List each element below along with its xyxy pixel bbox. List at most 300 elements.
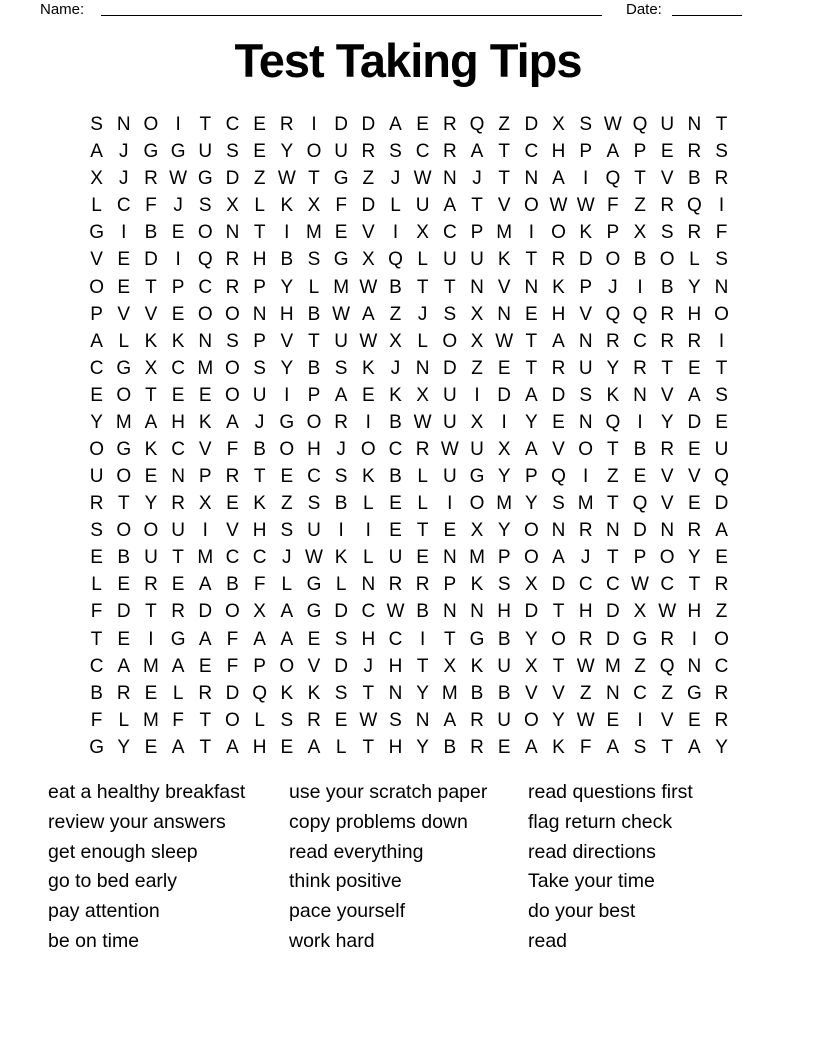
grid-letter: E xyxy=(715,411,728,433)
grid-letter: V xyxy=(497,276,511,298)
grid-letter: M xyxy=(143,709,159,731)
grid-letter: U xyxy=(415,195,430,217)
grid-letter: E xyxy=(524,303,538,325)
grid-letter: N xyxy=(415,709,430,731)
grid-letter: A xyxy=(90,141,103,163)
grid-letter: R xyxy=(307,709,321,731)
grid-letter: E xyxy=(688,493,701,515)
grid-letter: Q xyxy=(197,249,213,271)
grid-letter: W xyxy=(603,114,622,136)
grid-letter: L xyxy=(417,249,428,271)
grid-letter: X xyxy=(524,655,538,677)
grid-letter: R xyxy=(442,114,457,136)
grid-letter: E xyxy=(361,384,375,406)
grid-letter: K xyxy=(552,276,565,298)
grid-letter: F xyxy=(253,574,266,596)
grid-letter: V xyxy=(660,466,674,488)
grid-letter: O xyxy=(225,384,240,406)
grid-letter: R xyxy=(714,709,729,731)
grid-letter: A xyxy=(688,736,701,758)
grid-letter: B xyxy=(307,357,321,379)
grid-letter: V xyxy=(497,195,511,217)
grid-letter: O xyxy=(197,303,213,325)
grid-letter: C xyxy=(307,466,321,488)
grid-letter: X xyxy=(524,574,538,596)
grid-letter: M xyxy=(115,411,132,433)
grid-letter: U xyxy=(334,330,348,352)
grid-letter: B xyxy=(443,736,457,758)
grid-letter: T xyxy=(444,276,456,298)
grid-letter: A xyxy=(117,655,131,677)
grid-letter: B xyxy=(389,466,402,488)
grid-letter: Y xyxy=(715,736,728,758)
grid-letter: I xyxy=(365,411,371,433)
grid-letter: U xyxy=(442,249,457,271)
grid-letter: E xyxy=(144,682,158,704)
grid-letter: D xyxy=(144,249,158,271)
grid-letter: T xyxy=(362,736,375,758)
grid-letter: P xyxy=(606,222,620,244)
grid-letter: O xyxy=(578,438,594,460)
grid-letter: O xyxy=(306,411,322,433)
grid-letter: T xyxy=(308,330,320,352)
grid-letter: J xyxy=(580,547,591,569)
grid-letter: E xyxy=(117,249,131,271)
grid-letter: B xyxy=(633,249,647,271)
grid-letter: X xyxy=(633,601,647,623)
grid-letter: A xyxy=(226,411,239,433)
grid-letter: E xyxy=(117,628,131,650)
word-list-item: use your scratch paper xyxy=(289,781,488,803)
grid-letter: M xyxy=(496,222,513,244)
grid-letter: L xyxy=(91,195,102,217)
grid-letter: P xyxy=(90,303,103,325)
grid-letter: P xyxy=(633,141,647,163)
grid-letter: Y xyxy=(416,736,429,758)
grid-letter: H xyxy=(171,411,185,433)
grid-letter: H xyxy=(551,303,566,325)
grid-letter: U xyxy=(497,655,512,677)
grid-letter: Y xyxy=(552,709,565,731)
word-list-item: be on time xyxy=(48,929,140,952)
grid-letter: C xyxy=(605,574,620,596)
grid-letter: U xyxy=(497,709,512,731)
grid-letter: K xyxy=(361,466,375,488)
grid-letter: N xyxy=(442,168,457,190)
grid-letter: A xyxy=(361,303,375,325)
grid-letter: T xyxy=(634,168,646,190)
grid-letter: S xyxy=(307,249,321,271)
grid-letter: M xyxy=(197,357,214,379)
grid-letter: C xyxy=(225,114,240,136)
grid-letter: Z xyxy=(607,466,619,488)
grid-letter: S xyxy=(389,141,402,163)
grid-letter: N xyxy=(605,682,620,704)
grid-letter: V xyxy=(226,520,239,542)
grid-letter: C xyxy=(442,222,457,244)
grid-letter: I xyxy=(583,466,589,488)
grid-letter: U xyxy=(307,520,321,542)
grid-letter: T xyxy=(253,466,266,488)
grid-letter: W xyxy=(413,168,432,190)
word-list-item: read questions first xyxy=(528,781,693,803)
grid-letter: E xyxy=(253,141,266,163)
grid-letter: F xyxy=(226,438,239,460)
grid-letter: X xyxy=(90,168,103,190)
grid-letter: E xyxy=(497,736,511,758)
grid-letter: R xyxy=(687,222,702,244)
grid-letter: E xyxy=(334,222,348,244)
grid-letter: U xyxy=(442,411,457,433)
grid-letter: J xyxy=(119,141,129,163)
grid-letter: D xyxy=(334,114,348,136)
grid-letter: K xyxy=(470,655,484,677)
grid-letter: I xyxy=(637,276,643,298)
grid-letter: V xyxy=(280,330,294,352)
grid-letter: A xyxy=(280,628,294,650)
grid-letter: A xyxy=(443,195,457,217)
grid-letter: Y xyxy=(660,411,674,433)
grid-letter: C xyxy=(660,574,675,596)
grid-letter: D xyxy=(334,601,348,623)
grid-letter: G xyxy=(686,682,702,704)
grid-letter: I xyxy=(528,222,534,244)
grid-letter: C xyxy=(388,628,403,650)
grid-letter: D xyxy=(687,411,702,433)
grid-letter: L xyxy=(363,547,374,569)
grid-letter: X xyxy=(226,195,239,217)
grid-letter: A xyxy=(715,520,728,542)
grid-letter: O xyxy=(714,303,729,325)
grid-letter: K xyxy=(171,330,185,352)
grid-letter: R xyxy=(171,601,185,623)
grid-letter: Q xyxy=(714,466,729,488)
grid-letter: R xyxy=(633,357,647,379)
grid-letter: I xyxy=(718,195,725,217)
grid-letter: S xyxy=(334,628,348,650)
grid-letter: T xyxy=(552,601,565,623)
grid-letter: O xyxy=(360,438,376,460)
grid-letter: R xyxy=(388,574,403,596)
grid-letter: N xyxy=(442,601,457,623)
grid-letter: C xyxy=(252,547,267,569)
grid-letter: O xyxy=(225,601,240,623)
grid-letter: N xyxy=(524,168,539,190)
grid-letter: X xyxy=(497,438,511,460)
grid-letter: H xyxy=(252,520,267,542)
grid-letter: D xyxy=(116,601,131,623)
grid-letter: J xyxy=(336,438,346,460)
grid-letter: Q xyxy=(605,168,621,190)
grid-letter: F xyxy=(335,195,347,217)
grid-letter: A xyxy=(552,168,565,190)
grid-letter: F xyxy=(715,222,728,244)
grid-letter: B xyxy=(470,682,484,704)
grid-letter: Y xyxy=(524,628,538,650)
grid-letter: R xyxy=(660,195,675,217)
grid-letter: E xyxy=(280,736,294,758)
grid-letter: W xyxy=(277,168,296,190)
grid-letter: V xyxy=(688,466,701,488)
grid-letter: X xyxy=(144,357,158,379)
grid-letter: O xyxy=(659,547,675,569)
grid-letter: W xyxy=(631,574,649,596)
grid-letter: X xyxy=(416,384,429,406)
grid-letter: R xyxy=(279,114,294,136)
grid-letter: O xyxy=(89,276,104,298)
grid-letter: Y xyxy=(280,141,294,163)
name-write-line xyxy=(101,0,602,16)
grid-letter: N xyxy=(470,601,484,623)
grid-letter: T xyxy=(145,601,157,623)
grid-letter: E xyxy=(171,222,185,244)
grid-letter: L xyxy=(390,195,401,217)
grid-letter: O xyxy=(551,222,566,244)
grid-letter: U xyxy=(334,141,348,163)
grid-letter: N xyxy=(524,276,539,298)
grid-letter: K xyxy=(470,574,484,596)
grid-letter: H xyxy=(578,601,593,623)
grid-letter: N xyxy=(578,330,593,352)
grid-letter: O xyxy=(659,249,675,271)
grid-letter: J xyxy=(282,547,292,569)
grid-letter: U xyxy=(171,520,185,542)
grid-letter: P xyxy=(443,574,457,596)
grid-letter: K xyxy=(307,682,321,704)
grid-letter: S xyxy=(307,493,321,515)
grid-letter: A xyxy=(470,141,484,163)
grid-letter: E xyxy=(117,276,131,298)
grid-letter: T xyxy=(525,330,538,352)
grid-letter: V xyxy=(524,682,538,704)
grid-letter: V xyxy=(660,168,674,190)
grid-letter: J xyxy=(254,411,265,433)
word-list-item: work hard xyxy=(289,929,375,952)
grid-letter: N xyxy=(578,411,593,433)
grid-letter: I xyxy=(148,628,154,650)
grid-letter: E xyxy=(715,547,728,569)
grid-letter: P xyxy=(579,141,593,163)
grid-letter: Z xyxy=(579,682,592,704)
grid-letter: V xyxy=(90,249,103,271)
grid-letter: T xyxy=(607,438,619,460)
grid-letter: N xyxy=(171,466,185,488)
date-write-line xyxy=(672,0,742,16)
grid-letter: T xyxy=(471,195,483,217)
grid-letter: G xyxy=(279,411,295,433)
grid-letter: A xyxy=(334,384,348,406)
grid-letter: O xyxy=(225,357,240,379)
grid-letter: T xyxy=(117,493,130,515)
grid-letter: J xyxy=(390,168,401,190)
grid-letter: R xyxy=(687,520,702,542)
grid-letter: G xyxy=(143,141,159,163)
grid-letter: O xyxy=(279,438,295,460)
grid-letter: E xyxy=(90,384,103,406)
grid-letter: V xyxy=(117,303,131,325)
grid-letter: E xyxy=(552,411,565,433)
grid-letter: Y xyxy=(90,411,103,433)
grid-letter: R xyxy=(116,682,131,704)
grid-letter: T xyxy=(715,357,728,379)
grid-letter: Z xyxy=(471,357,483,379)
grid-letter: A xyxy=(280,601,294,623)
grid-letter: H xyxy=(687,601,702,623)
grid-letter: G xyxy=(333,168,349,190)
grid-letter: I xyxy=(420,628,426,650)
grid-letter: T xyxy=(145,384,157,406)
grid-letter: O xyxy=(523,547,539,569)
word-list-column-2 xyxy=(289,778,487,957)
grid-letter: Y xyxy=(606,357,620,379)
grid-letter: A xyxy=(253,628,266,650)
grid-letter: X xyxy=(416,222,429,244)
word-list-item: read xyxy=(528,929,568,952)
grid-letter: R xyxy=(415,574,430,596)
grid-letter: C xyxy=(415,141,430,163)
word-list-item: pay attention xyxy=(48,900,160,923)
grid-letter: E xyxy=(633,466,647,488)
grid-letter: M xyxy=(469,547,485,569)
grid-letter: J xyxy=(472,168,482,190)
grid-letter: Z xyxy=(362,168,375,190)
grid-letter: H xyxy=(551,141,566,163)
grid-letter: U xyxy=(714,438,729,460)
grid-letter: H xyxy=(279,303,294,325)
grid-letter: M xyxy=(496,493,513,515)
grid-letter: E xyxy=(90,547,103,569)
grid-letter: N xyxy=(687,114,702,136)
name-label: Name: xyxy=(40,1,85,18)
grid-letter: E xyxy=(280,466,294,488)
grid-letter: E xyxy=(144,736,158,758)
grid-letter: F xyxy=(90,601,103,623)
grid-letter: X xyxy=(470,303,484,325)
grid-letter: A xyxy=(524,384,538,406)
grid-letter: N xyxy=(116,114,131,136)
grid-letter: E xyxy=(334,709,348,731)
grid-letter: P xyxy=(253,655,266,677)
grid-letter: N xyxy=(252,303,267,325)
grid-letter: O xyxy=(143,114,159,136)
grid-letter: A xyxy=(307,736,321,758)
grid-letter: U xyxy=(660,114,675,136)
grid-letter: Z xyxy=(715,601,728,623)
grid-letter: P xyxy=(171,276,185,298)
grid-letter: Z xyxy=(253,168,266,190)
grid-letter: E xyxy=(688,357,701,379)
grid-letter: S xyxy=(715,249,728,271)
page-title: Test Taking Tips xyxy=(234,34,582,87)
grid-letter: D xyxy=(442,357,457,379)
grid-letter: D xyxy=(578,249,593,271)
grid-letter: L xyxy=(281,574,293,596)
grid-letter: T xyxy=(607,493,619,515)
grid-letter: T xyxy=(715,114,728,136)
grid-letter: O xyxy=(225,709,240,731)
grid-letter: E xyxy=(497,357,511,379)
grid-letter: A xyxy=(552,330,565,352)
grid-letter: O xyxy=(225,303,240,325)
grid-letter: S xyxy=(579,114,593,136)
grid-letter: I xyxy=(637,411,643,433)
grid-letter: U xyxy=(388,547,403,569)
grid-letter: U xyxy=(144,547,158,569)
grid-letter: R xyxy=(171,493,185,515)
grid-letter: E xyxy=(688,709,701,731)
grid-letter: N xyxy=(660,520,675,542)
grid-letter: G xyxy=(170,141,186,163)
grid-letter: V xyxy=(198,438,212,460)
grid-letter: I xyxy=(311,114,317,136)
grid-letter: R xyxy=(225,466,240,488)
grid-letter: Q xyxy=(551,466,566,488)
grid-letter: U xyxy=(89,466,104,488)
grid-letter: S xyxy=(579,384,593,406)
word-list-item: pace yourself xyxy=(289,900,405,923)
grid-letter: X xyxy=(389,330,402,352)
grid-letter: S xyxy=(90,114,103,136)
grid-letter: Q xyxy=(686,195,702,217)
grid-letter: P xyxy=(253,276,266,298)
grid-letter: U xyxy=(442,466,457,488)
grid-letter: O xyxy=(442,330,458,352)
grid-letter: W xyxy=(495,330,514,352)
grid-letter: R xyxy=(714,574,729,596)
grid-letter: L xyxy=(91,574,102,596)
grid-letter: Q xyxy=(252,682,267,704)
grid-letter: G xyxy=(306,601,322,623)
grid-letter: P xyxy=(253,330,266,352)
grid-letter: G xyxy=(469,466,485,488)
grid-letter: D xyxy=(633,520,647,542)
grid-letter: I xyxy=(284,222,290,244)
grid-letter: O xyxy=(523,520,539,542)
grid-letter: S xyxy=(334,466,348,488)
grid-letter: H xyxy=(687,303,702,325)
grid-letter: C xyxy=(714,655,729,677)
grid-letter: V xyxy=(660,709,674,731)
grid-letter: B xyxy=(334,493,348,515)
grid-letter: P xyxy=(524,466,538,488)
grid-letter: L xyxy=(417,493,428,515)
grid-letter: I xyxy=(474,384,480,406)
grid-letter: Q xyxy=(659,655,675,677)
grid-letter: V xyxy=(660,384,674,406)
grid-letter: O xyxy=(551,628,566,650)
grid-letter: T xyxy=(199,736,212,758)
grid-letter: Y xyxy=(497,520,511,542)
grid-letter: G xyxy=(170,628,186,650)
grid-letter: B xyxy=(688,168,701,190)
grid-letter: V xyxy=(660,493,674,515)
grid-letter: O xyxy=(116,466,132,488)
grid-letter: Y xyxy=(144,493,158,515)
grid-letter: K xyxy=(198,411,212,433)
grid-letter: Q xyxy=(605,411,621,433)
grid-letter: E xyxy=(688,438,701,460)
grid-letter: T xyxy=(253,222,266,244)
grid-letter: M xyxy=(197,547,214,569)
grid-letter: B xyxy=(389,276,402,298)
grid-letter: N xyxy=(605,520,620,542)
grid-letter: R xyxy=(89,493,104,515)
grid-letter: K xyxy=(361,357,375,379)
grid-letter: A xyxy=(606,141,620,163)
grid-letter: P xyxy=(198,466,212,488)
grid-letter: I xyxy=(718,330,725,352)
grid-letter: S xyxy=(226,330,239,352)
